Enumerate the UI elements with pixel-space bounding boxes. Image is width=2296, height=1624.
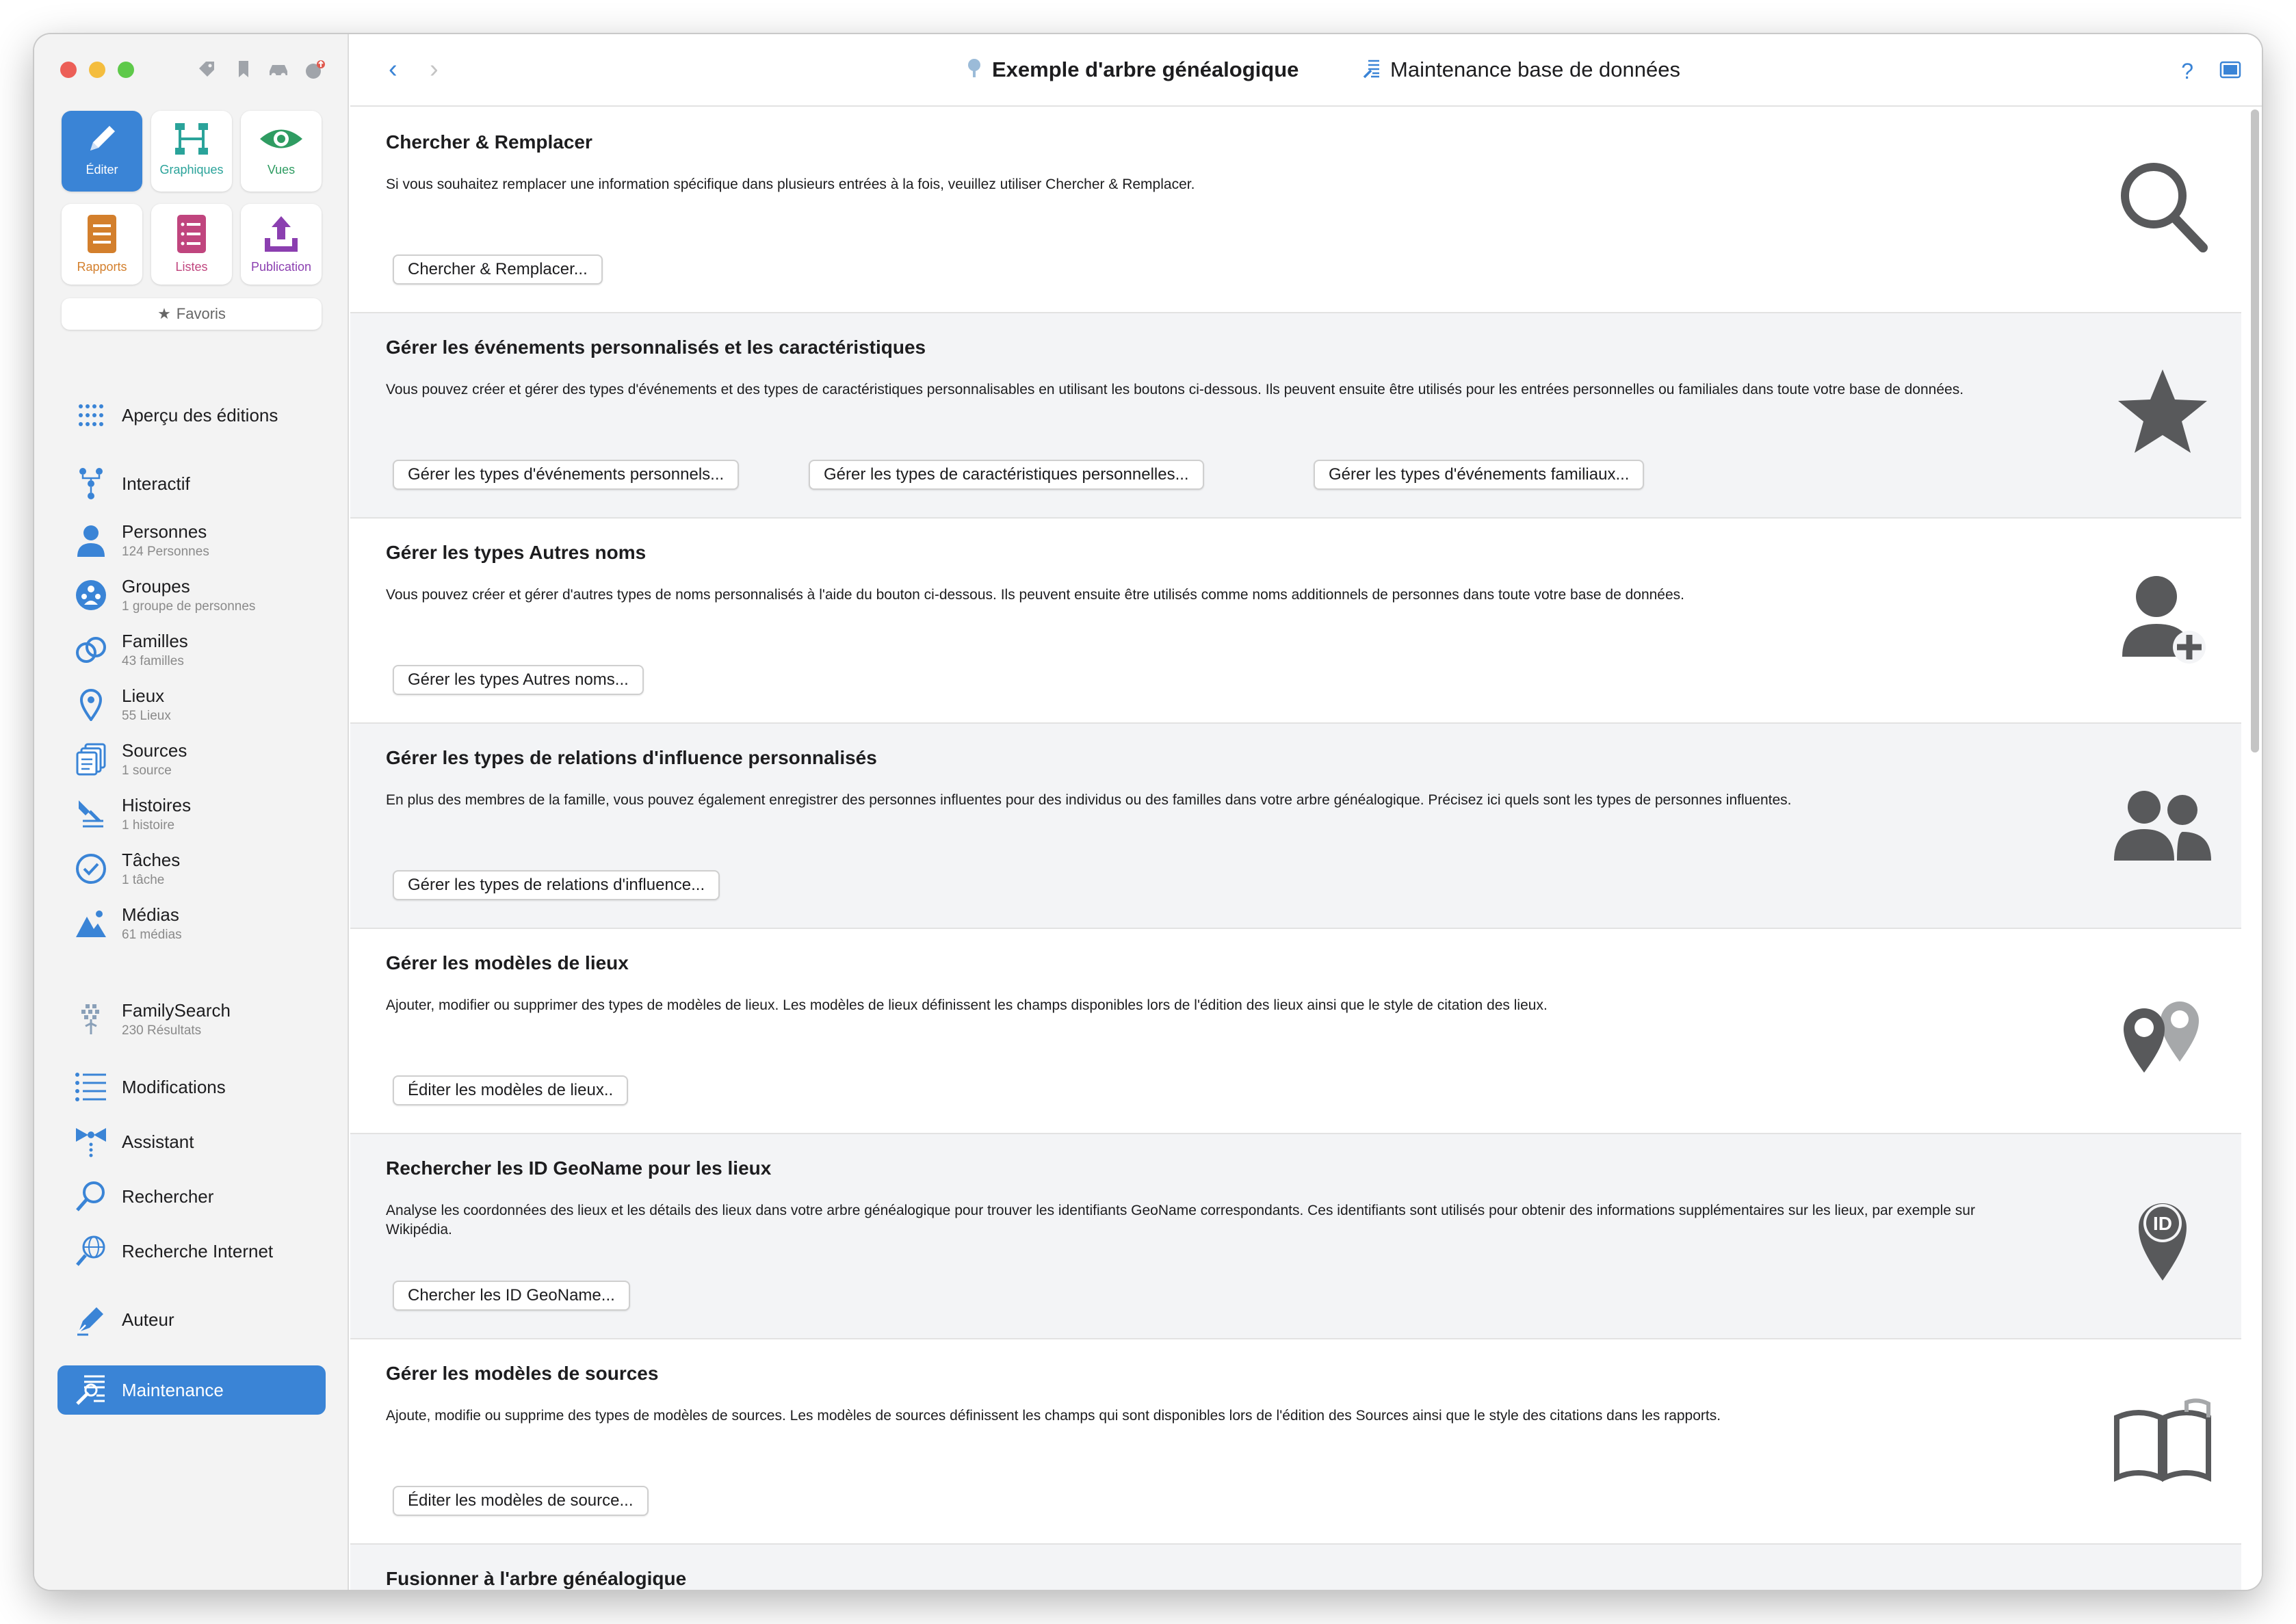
- sidebar-item-label: Personnes: [122, 521, 207, 542]
- section-source-templates: [350, 1339, 2241, 1545]
- sidebar-item-auteur[interactable]: [57, 1297, 326, 1342]
- section-description: Analyse les coordonnées des lieux et les détails des lieux dans votre arbre généalogique pour trouver les identifiants GeoName correspondants. Ces identifiants sont utilisés pour obtenir des informations supplémentaires sur les lieux, par exemple sur Wikipédia.: [386, 1203, 1975, 1237]
- section-description: Vous pouvez créer et gérer des types d'événements et des types de caractéristiques personnalisables en utilisant les boutons ci-dessous. Ils peuvent ensuite être utilisés pour les entrées personnelles ou familiales dans toute votre base de données.: [386, 382, 1964, 397]
- car-icon[interactable]: [267, 59, 289, 81]
- sidebar-item-sources[interactable]: [57, 732, 326, 787]
- mode-label: Rapports: [77, 260, 127, 274]
- sidebar-item-assistant[interactable]: [57, 1119, 326, 1164]
- minimize-window-button[interactable]: [89, 62, 105, 78]
- sidebar-toggle-icon[interactable]: [2219, 60, 2241, 83]
- section-place-templates: [350, 929, 2241, 1134]
- chart-tree-icon: [171, 120, 212, 157]
- mode-label: Vues: [267, 163, 296, 176]
- sidebar-item-label: FamilySearch: [122, 1000, 231, 1021]
- app-window: [34, 34, 2262, 1590]
- sidebar-item-label: Tâches: [122, 850, 181, 870]
- mode-label: Graphiques: [159, 163, 224, 176]
- sidebar-item-label: Recherche Internet: [122, 1240, 274, 1261]
- section-description: Ajoute, modifie ou supprime des types de modèles de sources. Les modèles de sources définissent les champs qui sont disponibles lors de l'édition des Sources ainsi que le style des citations dans les rapports.: [386, 1408, 1721, 1424]
- checkmark-circle-icon: [67, 848, 115, 889]
- section-influence-relations: [350, 724, 2241, 929]
- search-icon: [67, 1176, 115, 1217]
- sidebar-item-count: 124 Personnes: [122, 545, 209, 559]
- list-icon: [173, 213, 210, 254]
- sidebar-item-label: Sources: [122, 740, 187, 761]
- scrollbar[interactable]: [2251, 109, 2259, 752]
- sidebar-item-groupes[interactable]: [57, 568, 326, 623]
- main-content: [350, 34, 2262, 1590]
- sidebar-item-label: Maintenance: [122, 1379, 224, 1400]
- sidebar-item-label: Lieux: [122, 685, 165, 706]
- interactive-tree-icon: [67, 463, 115, 504]
- mode-edit-button[interactable]: [62, 111, 142, 192]
- sidebar-item-count: 1 groupe de personnes: [122, 599, 256, 614]
- sidebar-item-count: 1 tâche: [122, 873, 165, 887]
- tree-title-tab[interactable]: [966, 57, 1299, 82]
- section-title: Gérer les modèles de lieux: [386, 952, 629, 973]
- section-title: Gérer les événements personnalisés et les caractéristiques: [386, 337, 926, 358]
- close-window-button[interactable]: [60, 62, 77, 78]
- toolbar: [350, 34, 2262, 107]
- bookmark-icon[interactable]: [233, 59, 255, 81]
- sidebar-item-histoires[interactable]: [57, 787, 326, 841]
- sidebar-item-label: Groupes: [122, 576, 190, 597]
- section-title: Gérer les types Autres noms: [386, 542, 647, 563]
- pin-icon: [67, 684, 115, 725]
- sidebar-item-taches[interactable]: [57, 841, 326, 896]
- sidebar-item-label: Modifications: [122, 1076, 226, 1097]
- section-description: Si vous souhaitez remplacer une information spécifique dans plusieurs entrées à la fois, veuillez utiliser Chercher & Remplacer.: [386, 176, 1195, 192]
- sidebar-item-label: Interactif: [122, 473, 190, 494]
- sidebar-item-maintenance[interactable]: [57, 1365, 326, 1415]
- sidebar-item-medias[interactable]: [57, 896, 326, 951]
- maintenance-icon: [67, 1370, 115, 1411]
- section-geoname: [350, 1134, 2241, 1339]
- search-geoname-ids-button[interactable]: Chercher les ID GeoName...: [393, 1281, 630, 1311]
- manage-influence-relations-button[interactable]: Gérer les types de relations d'influence...: [393, 870, 720, 900]
- rings-icon: [67, 629, 115, 670]
- sidebar-item-label: Médias: [122, 904, 179, 925]
- sidebar-item-personnes[interactable]: [57, 513, 326, 568]
- sidebar: [34, 34, 349, 1590]
- zoom-window-button[interactable]: [118, 62, 134, 78]
- sidebar-item-recherche-internet[interactable]: [57, 1229, 326, 1274]
- tag-icon[interactable]: [196, 59, 218, 81]
- add-person-icon: [2111, 566, 2214, 669]
- section-other-names: [350, 519, 2241, 724]
- sidebar-item-label: Assistant: [122, 1131, 194, 1152]
- sidebar-item-count: 55 Lieux: [122, 709, 171, 723]
- open-book-icon: [2111, 1387, 2214, 1490]
- sidebar-item-label: Aperçu des éditions: [122, 404, 278, 425]
- sidebar-item-label: Rechercher: [122, 1186, 214, 1207]
- mode-charts-button[interactable]: [151, 111, 232, 192]
- page-title: Maintenance base de données: [1390, 57, 1680, 81]
- maintenance-small-icon: [1363, 58, 1381, 82]
- section-description: Vous pouvez créer et gérer d'autres types de noms personnalisés à l'aide du bouton ci-dessous. Ils peuvent ensuite être utilisés comme noms additionnels de personnes dans toute votre base de données.: [386, 587, 1684, 603]
- search-replace-button[interactable]: Chercher & Remplacer...: [393, 254, 603, 285]
- story-pen-icon: [67, 794, 115, 835]
- familysearch-tree-icon: [67, 999, 115, 1040]
- sidebar-item-rechercher[interactable]: [57, 1174, 326, 1219]
- magnifier-icon: [2111, 156, 2214, 259]
- bowtie-icon: [67, 1121, 115, 1162]
- sidebar-item-count: 1 histoire: [122, 818, 175, 833]
- sidebar-item-lieux[interactable]: [57, 677, 326, 732]
- fountain-pen-icon: [67, 1299, 115, 1340]
- sidebar-item-apercu[interactable]: [57, 393, 326, 438]
- sidebar-item-count: 61 médias: [122, 928, 182, 942]
- sidebar-item-label: Histoires: [122, 795, 192, 815]
- tree-icon: [966, 58, 982, 82]
- section-merge-tree: [350, 1545, 2241, 1590]
- sidebar-item-interactif[interactable]: [57, 461, 326, 506]
- sidebar-item-count: 230 Résultats: [122, 1023, 202, 1038]
- mountain-media-icon: [67, 903, 115, 944]
- mode-label: Listes: [175, 260, 208, 274]
- mode-reports-button[interactable]: [62, 204, 142, 285]
- globe-search-icon: [67, 1231, 115, 1272]
- edit-source-templates-button[interactable]: Éditer les modèles de source...: [393, 1486, 649, 1516]
- forward-chevron-icon[interactable]: ›: [430, 55, 439, 83]
- family-tree-upload-icon[interactable]: [304, 59, 326, 81]
- svg-text:ID: ID: [2153, 1213, 2172, 1234]
- upload-icon: [261, 213, 302, 254]
- eye-icon: [257, 120, 305, 157]
- section-title: Chercher & Remplacer: [386, 131, 592, 153]
- back-chevron-icon[interactable]: ‹: [389, 55, 397, 83]
- two-people-icon: [2111, 772, 2214, 874]
- report-icon: [83, 213, 120, 254]
- tree-title: Exemple d'arbre généalogique: [992, 57, 1299, 81]
- sidebar-item-familles[interactable]: [57, 623, 326, 677]
- favorites-button[interactable]: [62, 298, 322, 330]
- sidebar-item-familysearch[interactable]: [57, 992, 326, 1047]
- id-pin-icon: [2111, 1182, 2214, 1285]
- section-title: Fusionner à l'arbre généalogique: [386, 1568, 687, 1589]
- manage-personal-events-button[interactable]: Gérer les types d'événements personnels...: [393, 460, 739, 490]
- pencil-icon: [83, 120, 120, 157]
- section-title: Gérer les types de relations d'influence personnalisés: [386, 747, 877, 768]
- mode-views-button[interactable]: [241, 111, 322, 192]
- page-title-tab[interactable]: [1363, 57, 1680, 82]
- mode-label: Éditer: [86, 163, 118, 176]
- help-icon[interactable]: ?: [2181, 59, 2193, 83]
- grid-icon: [67, 395, 115, 436]
- sidebar-item-count: 1 source: [122, 763, 172, 778]
- map-pins-icon: [2111, 977, 2214, 1079]
- documents-icon: [67, 739, 115, 780]
- favorites-label: Favoris: [176, 305, 226, 322]
- manage-family-events-button[interactable]: Gérer les types d'événements familiaux...: [1314, 460, 1644, 490]
- section-title: Gérer les modèles de sources: [386, 1363, 659, 1384]
- edit-place-templates-button[interactable]: Éditer les modèles de lieux..: [393, 1075, 628, 1105]
- sidebar-item-count: 43 familles: [122, 654, 184, 668]
- manage-other-names-button[interactable]: Gérer les types Autres noms...: [393, 665, 644, 695]
- section-custom-events: [350, 313, 2241, 519]
- mode-lists-button[interactable]: [151, 204, 232, 285]
- manage-personal-facts-button[interactable]: Gérer les types de caractéristiques personnelles...: [809, 460, 1204, 490]
- section-description: Ajouter, modifier ou supprimer des types de modèles de lieux. Les modèles de lieux définissent les champs disponibles lors de l'édition des lieux ainsi que le style de citation des lieux.: [386, 997, 1548, 1013]
- person-icon: [67, 520, 115, 561]
- sidebar-item-label: Familles: [122, 631, 188, 651]
- star-icon: [2111, 361, 2214, 464]
- section-description: En plus des membres de la famille, vous pouvez également enregistrer des personnes influentes pour des individus ou des familles dans votre arbre généalogique. Précisez ici quels sont les types de personnes influentes.: [386, 792, 1792, 808]
- sidebar-item-modifications[interactable]: [57, 1064, 326, 1110]
- mode-publish-button[interactable]: [241, 204, 322, 285]
- sidebar-item-label: Auteur: [122, 1309, 174, 1330]
- section-search-replace: [350, 108, 2241, 313]
- section-title: Rechercher les ID GeoName pour les lieux: [386, 1157, 772, 1179]
- group-icon: [67, 575, 115, 616]
- star-icon: ★: [157, 305, 171, 322]
- list-lines-icon: [67, 1066, 115, 1108]
- mode-label: Publication: [250, 260, 312, 274]
